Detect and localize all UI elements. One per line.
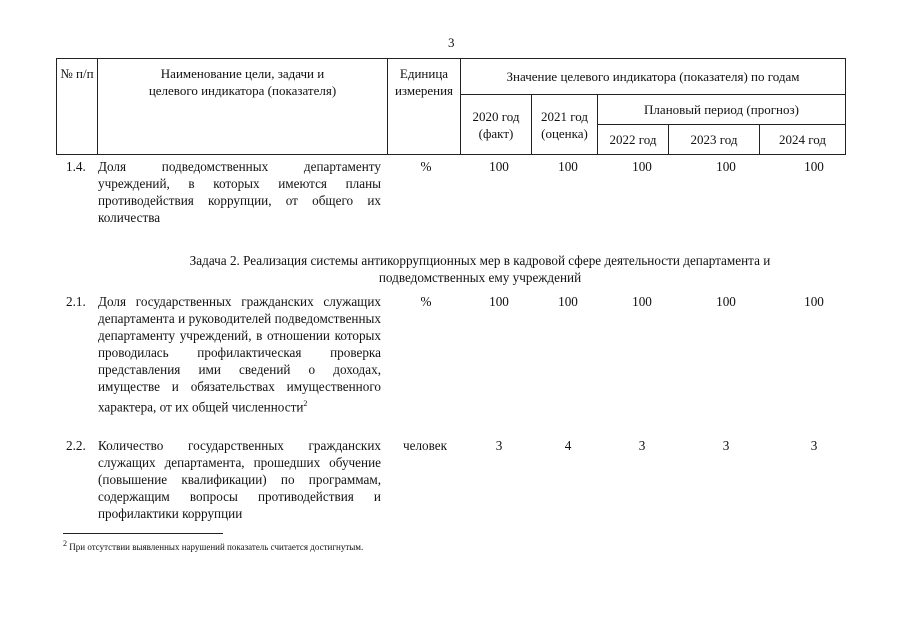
header-col-2020: 2020 год (факт) <box>461 95 532 155</box>
row-value-2022: 3 <box>638 438 646 453</box>
row-value-2020: 100 <box>489 159 509 174</box>
row-value-2021: 100 <box>558 159 578 174</box>
row-value-2024: 3 <box>810 438 818 453</box>
row-value-2020: 100 <box>489 294 509 309</box>
header-col-unit: Единица измерения <box>388 59 461 155</box>
header-col-num: № п/п <box>57 59 98 155</box>
row-value-2024: 100 <box>804 159 824 174</box>
row-name <box>98 293 381 415</box>
row-number: 2.1. <box>66 294 86 309</box>
footnote-ref: 2 <box>303 399 308 408</box>
page-number: 3 <box>448 35 455 50</box>
header-col-2024: 2024 год <box>760 125 846 155</box>
header-col-2021: 2021 год (оценка) <box>532 95 598 155</box>
row-value-2020: 3 <box>495 438 503 453</box>
row-value-2021: 100 <box>558 294 578 309</box>
row-value-2022: 100 <box>632 159 652 174</box>
footnote <box>63 539 363 552</box>
footnote-text: При отсутствии выявленных нарушений показатель считается достигнутым. <box>69 542 364 552</box>
row-value-2023: 3 <box>722 438 730 453</box>
table-header <box>56 58 846 155</box>
row-name: Доля подведомственных департаменту учреждений, в которых имеются планы противодействия коррупции, от общего их количества <box>98 159 381 225</box>
row-value-2024: 100 <box>804 294 824 309</box>
row-unit: % <box>420 159 432 174</box>
footnote-divider <box>63 533 223 534</box>
row-number: 2.2. <box>66 438 86 453</box>
row-name: Количество государственных гражданских служащих департамента, прошедших обучение (повышение квалификации) по программам, содержащим вопросы противодействия и профилактики коррупции <box>98 438 381 521</box>
row-unit: % <box>420 294 432 309</box>
header-col-name: Наименование цели, задачи и целевого индикатора (показателя) <box>98 59 388 155</box>
row-value-2023: 100 <box>716 294 736 309</box>
header-col-2022: 2022 год <box>598 125 669 155</box>
header-col-2023: 2023 год <box>669 125 760 155</box>
row-value-2023: 100 <box>716 159 736 174</box>
row-value-2022: 100 <box>632 294 652 309</box>
task-heading: Задача 2. Реализация системы антикоррупционных мер в кадровой сфере деятельности департамента и подведомственных ему учреждений <box>189 253 771 285</box>
row-unit: человек <box>402 438 448 453</box>
footnote-mark: 2 <box>63 539 67 548</box>
header-col-values: Значение целевого индикатора (показателя) по годам <box>461 59 846 95</box>
row-value-2021: 4 <box>564 438 572 453</box>
row-name-text: Доля государственных гражданских служащих департамента и руководителей подведомственных департаменту учреждений, в отношении которых проводилась профилактическая проверка представления ими сведений о доходах, имуществе и обязательствах имущественного характера, от их общей численности <box>98 294 381 415</box>
header-col-plan: Плановый период (прогноз) <box>598 95 846 125</box>
row-number: 1.4. <box>66 159 86 174</box>
